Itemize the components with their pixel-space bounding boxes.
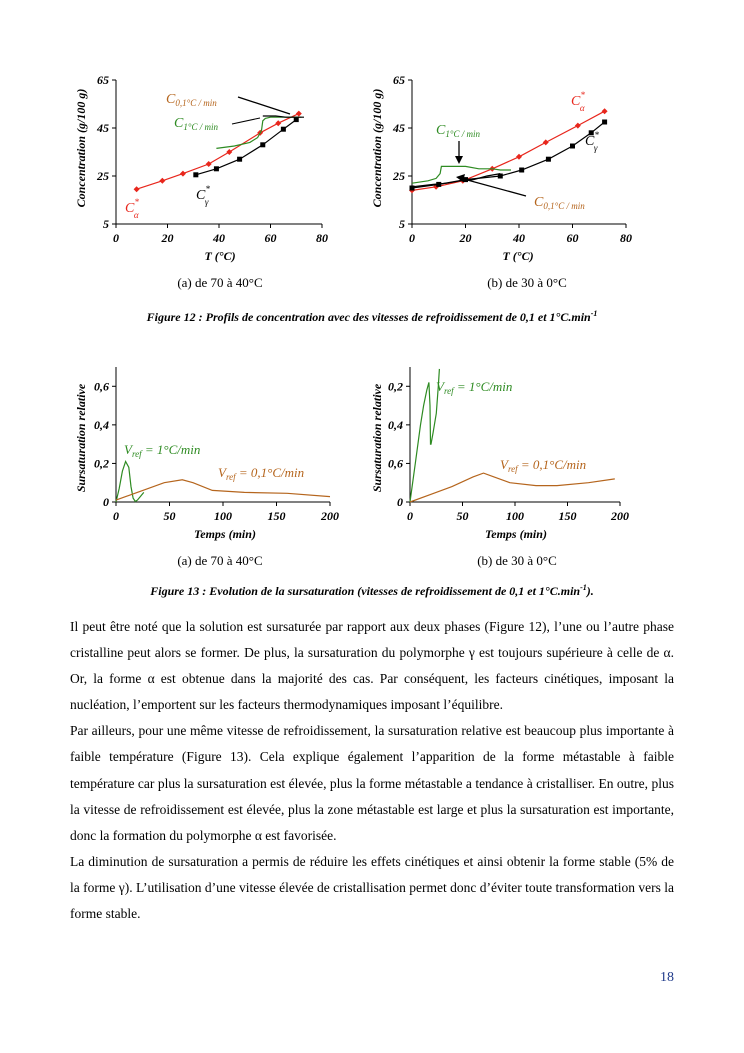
- label-c-1: $C_{1^\circ C / min}$: [174, 116, 218, 132]
- y-tick-label: 0,6: [94, 379, 109, 394]
- arrow-slow: [238, 97, 290, 114]
- y-tick-label: 45: [393, 121, 405, 135]
- series-line-0: [116, 462, 144, 503]
- x-axis-title: Temps (min): [485, 527, 547, 541]
- data-point-square: [237, 157, 242, 162]
- x-tick-label: 0: [409, 231, 415, 245]
- data-point-square: [519, 168, 524, 173]
- chart-fig13a: [70, 363, 340, 543]
- y-axis-title: Concentration (g/100 g): [370, 88, 384, 208]
- x-tick-label: 0: [113, 509, 119, 523]
- series-line-1: [410, 473, 615, 502]
- y-tick-label: 0: [103, 495, 109, 509]
- label-vref-slow: $V_{ref} = 0,1^\circ C/\min$: [218, 465, 305, 482]
- x-tick-label: 200: [611, 509, 629, 523]
- fig12-subcaption-b: (b) de 30 à 0°C: [487, 275, 567, 290]
- label-c-1: $C_{1^\circ C / min}$: [436, 123, 480, 139]
- y-tick-label: 25: [393, 169, 405, 183]
- page-number: 18: [660, 970, 674, 985]
- y-tick-label: 25: [97, 169, 109, 183]
- x-tick-label: 150: [267, 509, 286, 523]
- y-tick-label: 5: [399, 217, 405, 231]
- x-tick-label: 100: [506, 509, 524, 523]
- y-tick-label: 65: [393, 73, 405, 87]
- label-c-gamma: C* γ: [196, 184, 210, 207]
- data-point-diamond: [275, 120, 281, 126]
- paragraph: Il peut être noté que la solution est sursaturée par rapport aux deux phases (Figure 12), l’une ou l’autre phase cristalline peut alors se former. De plus, la sursaturation du polymorphe γ est toujours supérieure à celle de α. Or, la forme α est obtenue dans la majorité des cas. Par conséquent, les facteurs cinétiques, imposant la nucléation, l’emportent sur les facteurs thermodynamiques imposant l’équilibre.: [70, 619, 674, 713]
- label-c-gamma: C* γ: [585, 130, 599, 153]
- y-tick-label: 0,2: [94, 456, 109, 471]
- label-c-alpha: C* α: [571, 90, 585, 113]
- data-point-square: [570, 144, 575, 149]
- chart-fig12a-svg: [70, 72, 340, 267]
- data-point-square: [214, 166, 219, 171]
- y-tick-label: 0,6: [388, 456, 403, 471]
- data-point-diamond: [543, 139, 549, 145]
- x-tick-label: 20: [459, 231, 472, 245]
- paragraph: Par ailleurs, pour une même vitesse de refroidissement, la sursaturation relative est beaucoup plus importante à faible température (Figure 13). Cela explique également l’apparition de la forme métastable à faible température car plus la sursaturation est élevée, plus la forme métastable a tendance à cristalliser. En outre, plus la vitesse de refroidissement est élevée, plus la zone métastable est large et plus la sursaturation est importante, donc la formation du polymorphe α est favorisée.: [70, 723, 674, 843]
- y-axis-title: Concentration (g/100 g): [74, 88, 88, 208]
- y-tick-label: 0,2: [388, 379, 403, 394]
- x-tick-label: 50: [456, 509, 469, 523]
- fig13-subcaption-b: (b) de 30 à 0°C: [477, 553, 557, 568]
- fig13-subcaption-a: (a) de 70 à 40°C: [177, 553, 263, 568]
- chart-fig13a-svg: [70, 363, 340, 543]
- x-tick-label: 80: [620, 231, 632, 245]
- x-axis-title: T (°C): [204, 249, 236, 263]
- plot-area: [392, 73, 632, 245]
- x-tick-label: 100: [214, 509, 232, 523]
- y-axis-title: Sursaturation relative: [370, 383, 384, 493]
- x-tick-label: 0: [407, 509, 413, 523]
- y-tick-label: 0: [397, 495, 403, 509]
- label-c-alpha: C* α: [125, 197, 139, 220]
- fig12-caption: Figure 12 : Profils de concentration avec des vitesses de refroidissement de 0,1 et $1^\circ C.\min^{-1}$: [146, 309, 598, 324]
- data-point-diamond: [296, 111, 302, 117]
- label-c-slow: $C_{0,1^\circ C / min}$: [534, 195, 585, 211]
- x-tick-label: 60: [566, 231, 579, 245]
- chart-fig12b: [368, 72, 638, 267]
- data-point-diamond: [575, 123, 581, 129]
- data-point-square: [602, 120, 607, 125]
- arrow-slow: [460, 178, 526, 196]
- arrow-fast-head: [455, 156, 463, 164]
- arrow-fast: [232, 118, 260, 124]
- x-tick-label: 40: [513, 231, 525, 245]
- label-c-slow: $C_{0,1^\circ C / min}$: [166, 92, 217, 108]
- chart-fig12a: [70, 72, 340, 267]
- x-axis-title: T (°C): [502, 249, 534, 263]
- x-tick-label: 40: [213, 231, 225, 245]
- data-point-diamond: [516, 154, 522, 160]
- chart-fig13b-svg: [366, 363, 636, 543]
- data-point-diamond: [602, 108, 608, 114]
- x-tick-label: 0: [113, 231, 119, 245]
- y-tick-label: 5: [103, 217, 109, 231]
- data-point-diamond: [180, 171, 186, 177]
- label-vref-fast: $V_{ref} = 1^\circ C/\min$: [124, 442, 201, 459]
- label-vref-fast: $V_{ref} = 1^\circ C/\min$: [436, 379, 513, 396]
- y-tick-label: 65: [97, 73, 109, 87]
- x-tick-label: 80: [316, 231, 328, 245]
- x-tick-label: 60: [264, 231, 277, 245]
- x-tick-label: 50: [163, 509, 176, 523]
- data-point-diamond: [134, 186, 140, 192]
- data-point-diamond: [226, 149, 232, 155]
- fig12-subcaption-a: (a) de 70 à 40°C: [177, 275, 263, 290]
- data-point-square: [281, 127, 286, 132]
- y-tick-label: 0,4: [388, 417, 403, 432]
- y-tick-label: 0,4: [94, 417, 109, 432]
- data-point-diamond: [159, 178, 165, 184]
- series-line-0: [410, 369, 439, 502]
- data-point-square: [294, 117, 299, 122]
- chart-fig13b: [366, 363, 636, 543]
- body-text: [70, 614, 674, 927]
- fig13-caption: Figure 13 : Evolution de la sursaturation (vitesses de refroidissement de 0,1 et $1^\circ C.\min^{-1}$).: [150, 583, 594, 598]
- paragraph: La diminution de sursaturation a permis de réduire les effets cinétiques et ainsi obtenir la forme stable (5% de la forme γ). L’utilisation d’une vitesse élevée de cristallisation permet donc d’éviter toute transformation vers la forme stable.: [70, 853, 674, 922]
- x-tick-label: 150: [558, 509, 577, 523]
- x-axis-title: Temps (min): [194, 527, 256, 541]
- data-point-square: [546, 157, 551, 162]
- data-point-diamond: [206, 161, 212, 167]
- x-tick-label: 200: [321, 509, 339, 523]
- label-vref-slow: $V_{ref} = 0,1^\circ C/\min$: [500, 457, 587, 474]
- x-tick-label: 20: [161, 231, 174, 245]
- y-tick-label: 45: [97, 121, 109, 135]
- chart-fig12b-svg: [368, 72, 638, 267]
- y-axis-title: Sursaturation relative: [74, 383, 88, 493]
- series-line-1: [116, 480, 330, 500]
- data-point-square: [260, 142, 265, 147]
- data-point-square: [193, 172, 198, 177]
